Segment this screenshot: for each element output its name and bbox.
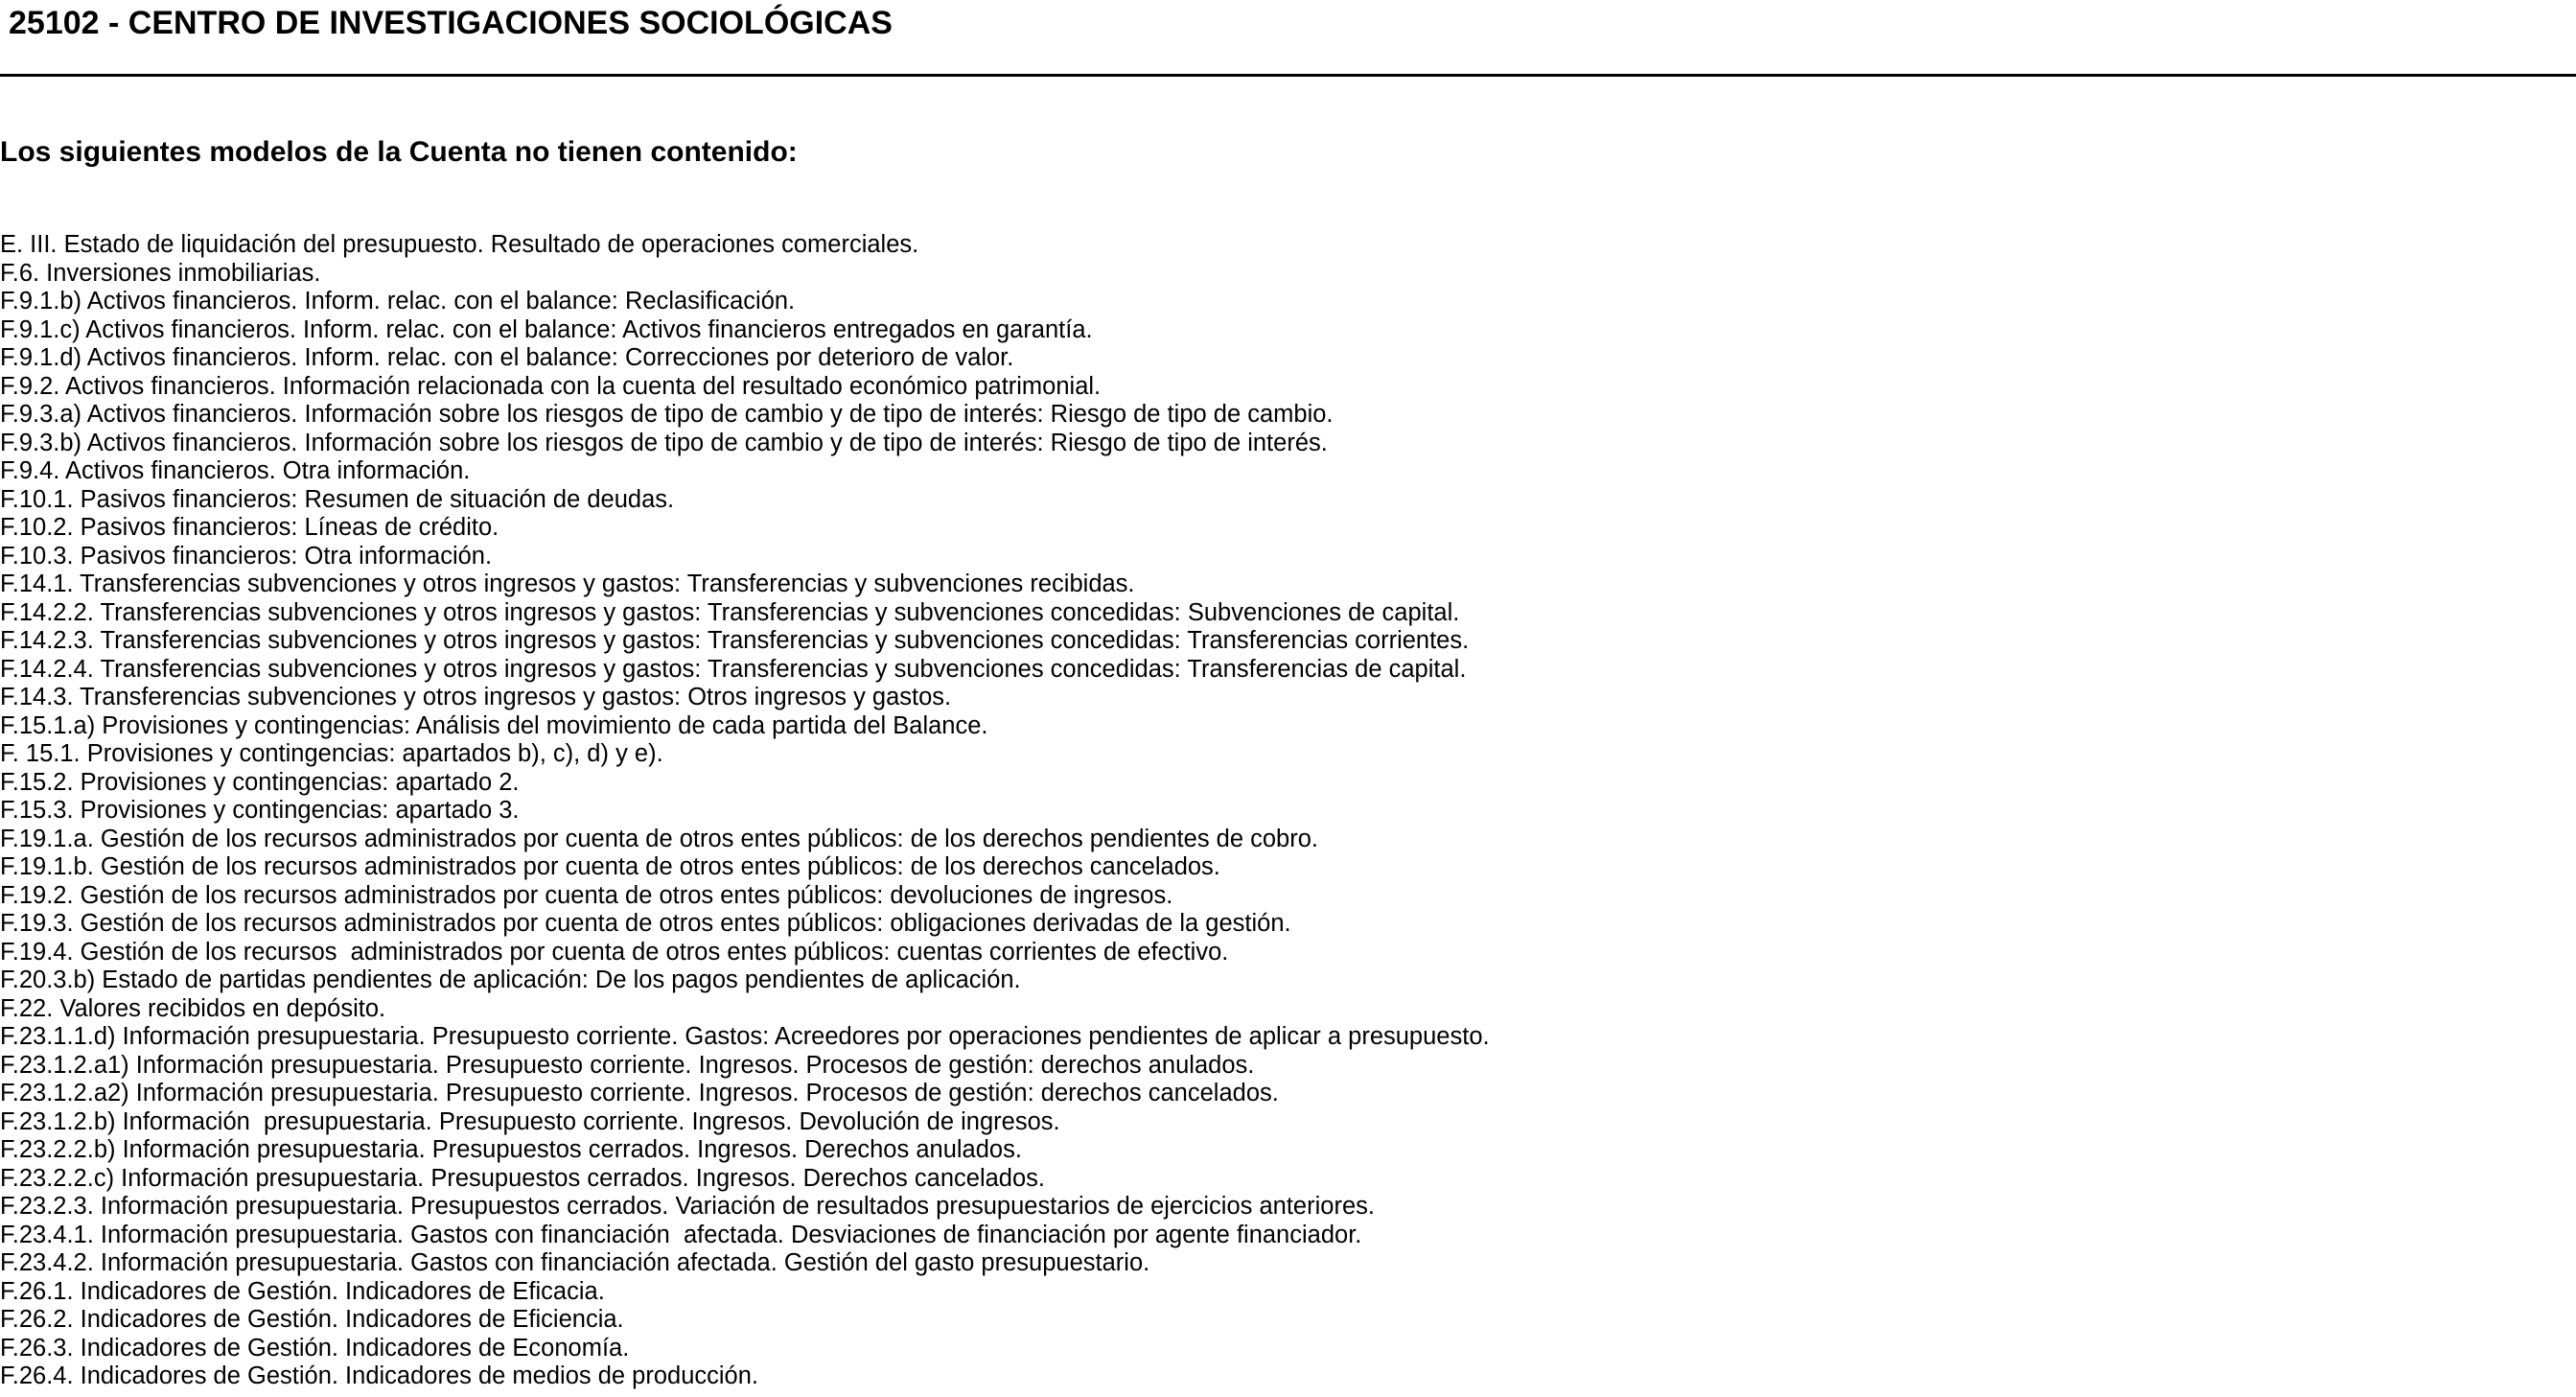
model-list-item: F.23.4.2. Información presupuestaria. Gastos con financiación afectada. Gestión del gasto presupuestario. — [0, 1249, 1150, 1276]
model-list-item: F.26.3. Indicadores de Gestión. Indicadores de Economía. — [0, 1334, 630, 1362]
page-title: 25102 - CENTRO DE INVESTIGACIONES SOCIOLÓGICAS — [9, 5, 893, 41]
model-list-item: F.19.1.a. Gestión de los recursos administrados por cuenta de otros entes públicos: de los derechos pendientes de cobro. — [0, 825, 1318, 852]
model-list-item: F.9.4. Activos financieros. Otra información. — [0, 457, 471, 484]
model-list-item: F. 15.1. Provisiones y contingencias: apartados b), c), d) y e). — [0, 740, 663, 767]
model-list-item: F.15.3. Provisiones y contingencias: apartado 3. — [0, 797, 520, 824]
model-list-item: F.26.4. Indicadores de Gestión. Indicadores de medios de producción. — [0, 1362, 758, 1389]
model-list-item: F.6. Inversiones inmobiliarias. — [0, 259, 321, 287]
model-list-item: F.19.1.b. Gestión de los recursos administrados por cuenta de otros entes públicos: de los derechos cancelados. — [0, 853, 1220, 880]
model-list-item: F.23.4.1. Información presupuestaria. Gastos con financiación afectada. Desviaciones de financiación por agente financiador. — [0, 1221, 1362, 1248]
model-list-item: F.10.1. Pasivos financieros: Resumen de situación de deudas. — [0, 485, 675, 513]
model-list-item: F.9.2. Activos financieros. Información relacionada con la cuenta del resultado económico patrimonial. — [0, 372, 1102, 400]
header-divider — [0, 74, 2576, 77]
model-list-item: F.15.2. Provisiones y contingencias: apartado 2. — [0, 768, 520, 796]
model-list-item: F.20.3.b) Estado de partidas pendientes de aplicación: De los pagos pendientes de aplicación. — [0, 966, 1021, 993]
model-list-item: F.15.1.a) Provisiones y contingencias: Análisis del movimiento de cada partida del Balance. — [0, 711, 988, 739]
model-list-item: F.22. Valores recibidos en depósito. — [0, 994, 386, 1022]
model-list-item: F.10.2. Pasivos financieros: Líneas de crédito. — [0, 514, 499, 541]
empty-models-list — [0, 231, 1490, 1391]
model-list-item: F.9.1.b) Activos financieros. Inform. relac. con el balance: Reclasificación. — [0, 288, 796, 314]
model-list-item: F.23.2.2.c) Información presupuestaria. Presupuestos cerrados. Ingresos. Derechos cancelados. — [0, 1164, 1045, 1192]
model-list-item: F.14.2.3. Transferencias subvenciones y otros ingresos y gastos: Transferencias y subvenciones concedidas: Transferencias corrientes. — [0, 627, 1470, 654]
model-list-item: F.14.1. Transferencias subvenciones y otros ingresos y gastos: Transferencias y subvenciones recibidas. — [0, 570, 1135, 597]
model-list-item: F.14.2.2. Transferencias subvenciones y otros ingresos y gastos: Transferencias y subvenciones concedidas: Subvenciones de capital. — [0, 598, 1460, 626]
model-list-item: F.23.2.2.b) Información presupuestaria. Presupuestos cerrados. Ingresos. Derechos anulados. — [0, 1136, 1022, 1163]
model-list-item: F.9.1.c) Activos financieros. Inform. relac. con el balance: Activos financieros entregados en garantía. — [0, 315, 1093, 343]
model-list-item: E. III. Estado de liquidación del presupuesto. Resultado de operaciones comerciales. — [0, 231, 919, 258]
model-list-item: F.9.3.b) Activos financieros. Información sobre los riesgos de tipo de cambio y de tipo de interés: Riesgo de tipo de interés. — [0, 429, 1328, 456]
page-header — [0, 0, 2576, 77]
model-list-item: F.26.1. Indicadores de Gestión. Indicadores de Eficacia. — [0, 1277, 605, 1305]
model-list-item: F.14.2.4. Transferencias subvenciones y otros ingresos y gastos: Transferencias y subvenciones concedidas: Transferencias de capital. — [0, 655, 1467, 683]
model-list-item: F.23.1.1.d) Información presupuestaria. Presupuesto corriente. Gastos: Acreedores por operaciones pendientes de aplicar a presupuesto. — [0, 1023, 1490, 1050]
model-list-item: F.23.1.2.a1) Información presupuestaria. Presupuesto corriente. Ingresos. Procesos de gestión: derechos anulados. — [0, 1051, 1255, 1079]
model-list-item: F.23.2.3. Información presupuestaria. Presupuestos cerrados. Variación de resultados presupuestarios de ejercicios anteriores. — [0, 1193, 1375, 1220]
model-list-item: F.26.2. Indicadores de Gestión. Indicadores de Eficiencia. — [0, 1306, 624, 1333]
model-list-item: F.9.1.d) Activos financieros. Inform. relac. con el balance: Correcciones por deterioro de valor. — [0, 344, 1014, 371]
model-list-item: F.19.4. Gestión de los recursos administrados por cuenta de otros entes públicos: cuentas corrientes de efectivo. — [0, 938, 1229, 966]
model-list-item: F.23.1.2.b) Información presupuestaria. Presupuesto corriente. Ingresos. Devolución de ingresos. — [0, 1107, 1060, 1135]
model-list-item: F.10.3. Pasivos financieros: Otra información. — [0, 542, 493, 570]
model-list-item: F.19.2. Gestión de los recursos administrados por cuenta de otros entes públicos: devoluciones de ingresos. — [0, 881, 1173, 909]
model-list-item: F.14.3. Transferencias subvenciones y otros ingresos y gastos: Otros ingresos y gastos. — [0, 684, 952, 710]
section-heading: Los siguientes modelos de la Cuenta no tienen contenido: — [0, 136, 798, 168]
model-list-item: F.9.3.a) Activos financieros. Información sobre los riesgos de tipo de cambio y de tipo de interés: Riesgo de tipo de cambio. — [0, 401, 1334, 428]
model-list-item: F.23.1.2.a2) Información presupuestaria. Presupuesto corriente. Ingresos. Procesos de gestión: derechos cancelados. — [0, 1080, 1279, 1106]
model-list-item: F.19.3. Gestión de los recursos administrados por cuenta de otros entes públicos: obligaciones derivadas de la gestión. — [0, 910, 1291, 937]
